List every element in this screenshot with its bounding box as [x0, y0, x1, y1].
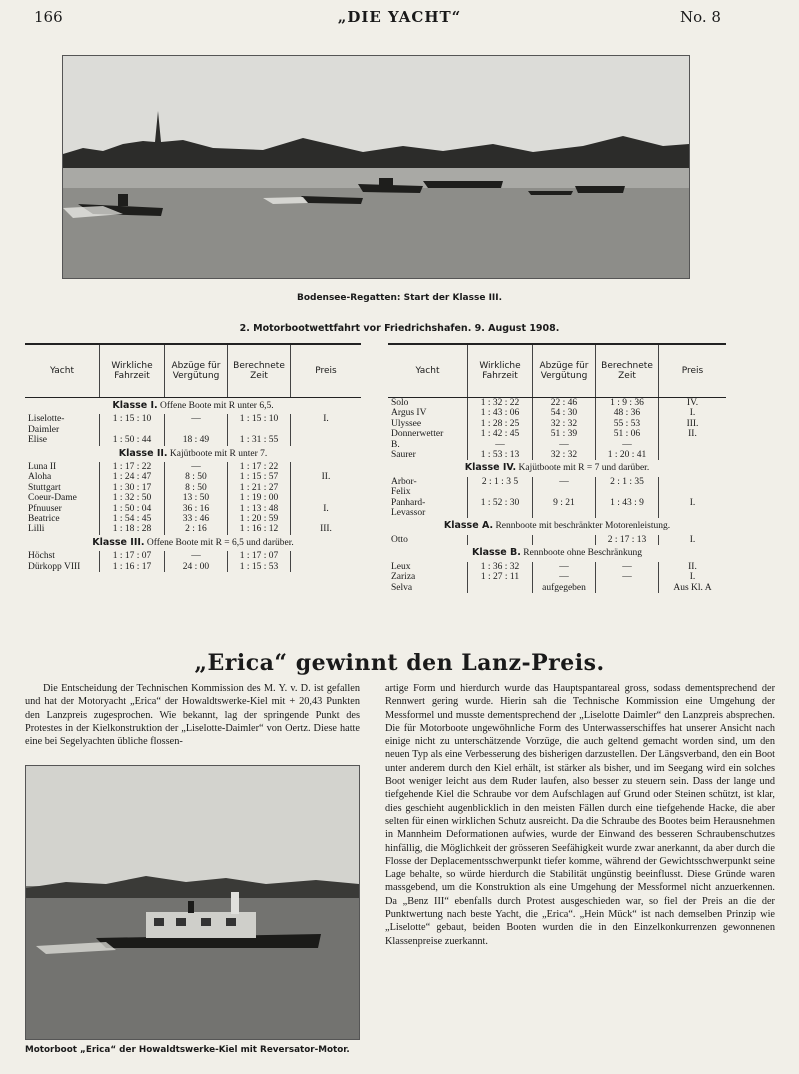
yacht-name: Ulyssee [391, 418, 422, 429]
issue-number: No. 8 [680, 8, 721, 26]
deduction: — [533, 572, 596, 582]
prize: II. [659, 562, 727, 572]
deduction: 2 : 16 [165, 524, 228, 534]
calculated-time: 1 : 43 : 9 [596, 498, 659, 508]
prize [659, 440, 727, 450]
yacht-name: Elise [28, 435, 47, 446]
result-row [388, 487, 726, 497]
calculated-time: 1 : 17 : 22 [228, 462, 291, 472]
prize: I. [659, 498, 727, 508]
actual-time: 1 : 43 : 06 [468, 408, 533, 418]
calculated-time: — [596, 572, 659, 582]
deduction: 13 : 50 [165, 493, 228, 503]
result-row [388, 429, 726, 439]
result-row [25, 493, 361, 503]
calculated-time: 48 : 36 [596, 408, 659, 418]
class-header-row [388, 460, 726, 476]
actual-time: 1 : 30 : 17 [100, 483, 165, 493]
class-description: Offene Boote mit R = 6,5 und darüber. [146, 537, 294, 548]
erica-photo [25, 765, 360, 1040]
result-row [25, 462, 361, 472]
yacht-name: Coeur-Dame [28, 493, 77, 504]
prize [291, 435, 362, 445]
result-row [388, 498, 726, 508]
article-paragraph: artige Form und hierdurch wurde das Hauptspantareal gross, sodass dementsprechend der Rennwert gering wurde. Hierin sah die Technische Kommission eine Umgehung der Messformel und musste dementsprechend der „Liselotte Daimler“ den Lanzpreis absprechen. Die für Motorboote ungewöhnliche Form des Unterwasserschiffes hat unserer Ansicht nach einige nicht zu unterschätzende Vorzüge, die auch geltend gemacht worden sind, um den neuen Typ als eine Verbesserung des bisherigen darzustellen. Der Längsverband, den ein Boot unter anderem durch den Kiel erhält, ist stärker als bisher, und im Seegang wird ein solches Boot weniger leicht aus dem Ruder laufen, also besser zu steuern sein. Dass der lange und tiefgehende Kiel die Schraube vor dem Aufschlagen auf Grund oder Steinen schützt, ist klar, dies geschieht augenblicklich in den meisten Fällen durch eine tiefgehende Hacke, die aber selten für einen wirklichen Schutz ausreicht. Da die Schraube des Bootes beim Herausnehmen in Mannheim Deformationen aufwies, wurde der Einwand des besseren Schraubenschutzes hinfällig, die Möglichkeit der grösseren Seefähigkeit wurde zwar anerkannt, da aber durch die Flosse der Deplacementsschwerpunkt tiefer komme, während der Gewichtsschwerpunkt seine Lage behalte, so würde hierdurch die Stabilität ungünstig beeinflusst. Diese Gründe waren massgebend, um die Konstruktion als eine Umgehung der Messformel nicht anzuerkennen. Da „Benz III“ ebenfalls durch Protest ausgeschieden war, so fiel der Preis an die der Punktwertung nach beste Yacht, die „Erica“. „Hein Mück“ ist nach demselben Prinzip wie „Liselotte“ gebaut, beiden Booten wurden die in den Einzelkonkurrenzen gewonnenen Klassenpreise zuerkannt. [385, 683, 775, 947]
yacht-name: Liselotte- [28, 414, 65, 425]
class-header [25, 535, 361, 551]
prize [291, 483, 362, 493]
deduction: 8 : 50 [165, 472, 228, 482]
class-description: Offene Boote mit R unter 6,5. [160, 401, 274, 411]
yacht-name: Felix [391, 487, 411, 498]
deduction: 24 : 00 [165, 562, 228, 572]
prize: III. [659, 419, 727, 429]
yacht-name: Daimler [28, 424, 60, 435]
actual-time: 1 : 50 : 44 [100, 435, 165, 445]
calculated-time [596, 487, 659, 497]
yacht-name: Beatrice [28, 514, 60, 525]
prize [659, 487, 727, 497]
result-row [388, 583, 726, 593]
deduction: 54 : 30 [533, 408, 596, 418]
calculated-time: 1 : 17 : 07 [228, 551, 291, 561]
yacht-name: Leux [391, 561, 411, 572]
yacht-name: Otto [391, 534, 408, 545]
col-header-deduction: Abzüge für Vergütung [533, 344, 596, 398]
yacht-name: Luna II [28, 462, 57, 473]
result-row [25, 524, 361, 534]
prize: I. [659, 572, 727, 582]
calculated-time: 1 : 15 : 53 [228, 562, 291, 572]
result-row [388, 440, 726, 450]
result-row [388, 508, 726, 518]
deduction: 32 : 32 [533, 450, 596, 460]
results-table-right [388, 343, 726, 593]
result-row [25, 435, 361, 445]
actual-time: 1 : 28 : 25 [468, 419, 533, 429]
yacht-name: Donnerwetter [391, 429, 444, 440]
deduction: — [533, 440, 596, 450]
prize: Aus Kl. A [659, 583, 727, 593]
deduction: 9 : 21 [533, 498, 596, 508]
yacht-name: Saurer [391, 450, 416, 461]
regatta-start-photo [62, 55, 690, 279]
class-header [25, 446, 361, 462]
journal-title: „DIE YACHT“ [337, 8, 462, 26]
prize: I. [659, 408, 727, 418]
actual-time: 1 : 15 : 10 [100, 414, 165, 424]
result-row [388, 408, 726, 418]
prize: III. [291, 524, 362, 534]
prize: I. [659, 535, 727, 545]
result-row [388, 419, 726, 429]
actual-time [468, 487, 533, 497]
prize [291, 551, 362, 561]
col-header-deduction: Abzüge für Vergütung [165, 344, 228, 398]
actual-time: 1 : 17 : 22 [100, 462, 165, 472]
yacht-name: Selva [391, 582, 413, 593]
prize: IV. [659, 398, 727, 409]
class-header [25, 398, 361, 415]
erica-illustration [26, 766, 359, 1039]
result-row [25, 514, 361, 524]
calculated-time [596, 508, 659, 518]
actual-time: 1 : 53 : 13 [468, 450, 533, 460]
col-header-time: Wirkliche Fahrzeit [100, 344, 165, 398]
col-header-prize: Preis [291, 344, 362, 398]
calculated-time: 2 : 17 : 13 [596, 535, 659, 545]
col-header-calculated: Berechnete Zeit [228, 344, 291, 398]
actual-time: 1 : 42 : 45 [468, 429, 533, 439]
actual-time [468, 583, 533, 593]
yacht-name: Pfnuuser [28, 503, 62, 514]
yacht-name: B. [391, 439, 400, 450]
prize: II. [659, 429, 727, 439]
prize: I. [291, 414, 362, 424]
actual-time: 1 : 18 : 28 [100, 524, 165, 534]
page-number: 166 [34, 8, 63, 26]
calculated-time: 1 : 20 : 59 [228, 514, 291, 524]
calculated-time: 1 : 15 : 57 [228, 472, 291, 482]
class-header-row [25, 398, 361, 415]
result-row [388, 572, 726, 582]
class-label: Klasse B. [471, 547, 521, 559]
deduction [533, 535, 596, 545]
prize [291, 425, 362, 435]
result-row [388, 398, 726, 409]
calculated-time: 1 : 16 : 12 [228, 524, 291, 534]
deduction: — [165, 414, 228, 424]
article-title: „Erica“ gewinnt den Lanz-Preis. [194, 650, 605, 676]
prize [659, 477, 727, 487]
class-label: Klasse II. [118, 447, 168, 459]
article-column-1 [25, 682, 360, 748]
col-header-calculated: Berechnete Zeit [596, 344, 659, 398]
deduction: — [533, 562, 596, 572]
class-label: Klasse A. [443, 520, 494, 532]
class-description: Rennboote mit beschränkter Motorenleistung. [495, 521, 671, 532]
regatta-start-illustration [63, 56, 689, 278]
yacht-name: Höchst [28, 551, 55, 562]
result-row [25, 551, 361, 561]
calculated-time: 2 : 1 : 35 [596, 477, 659, 487]
calculated-time: 1 : 9 : 36 [596, 398, 659, 409]
deduction: aufgegeben [533, 583, 596, 593]
result-row [25, 472, 361, 482]
class-label: Klasse III. [92, 536, 145, 548]
class-description: Rennboote ohne Beschränkung [523, 548, 643, 559]
photo2-caption: Motorboot „Erica“ der Howaldtswerke-Kiel mit Reversator-Motor. [25, 1045, 350, 1055]
deduction: 32 : 32 [533, 419, 596, 429]
actual-time: 1 : 32 : 50 [100, 493, 165, 503]
calculated-time: 1 : 19 : 00 [228, 493, 291, 503]
yacht-name: Stuttgart [28, 482, 61, 493]
actual-time: 1 : 24 : 47 [100, 472, 165, 482]
yacht-name: Aloha [28, 472, 52, 483]
results-table-left [25, 343, 361, 572]
yacht-name: Solo [391, 398, 409, 408]
calculated-time: 51 : 06 [596, 429, 659, 439]
calculated-time: 1 : 20 : 41 [596, 450, 659, 460]
calculated-time [228, 425, 291, 435]
results-heading: 2. Motorbootwettfahrt vor Friedrichshafen. 9. August 1908. [239, 323, 560, 334]
class-header-row [388, 545, 726, 561]
calculated-time: — [596, 562, 659, 572]
class-label: Klasse I. [112, 400, 158, 411]
prize [659, 450, 727, 460]
result-row [25, 504, 361, 514]
deduction [533, 508, 596, 518]
actual-time [468, 535, 533, 545]
yacht-name: Zariza [391, 572, 416, 583]
actual-time [100, 425, 165, 435]
deduction [533, 487, 596, 497]
result-row [388, 562, 726, 572]
actual-time: 1 : 16 : 17 [100, 562, 165, 572]
col-header-yacht: Yacht [25, 344, 100, 398]
yacht-name: Dürkopp VIII [28, 561, 81, 572]
actual-time [468, 508, 533, 518]
deduction: — [533, 477, 596, 487]
result-row [25, 414, 361, 424]
class-header [388, 518, 726, 534]
class-description: Kajütboote mit R = 7 und darüber. [518, 463, 650, 474]
yacht-name: Panhard- [391, 497, 426, 508]
yacht-name: Arbor- [391, 476, 417, 487]
deduction: — [165, 462, 228, 472]
deduction: 18 : 49 [165, 435, 228, 445]
deduction: 22 : 46 [533, 398, 596, 409]
result-row [388, 535, 726, 545]
prize: I. [291, 504, 362, 514]
deduction: 36 : 16 [165, 504, 228, 514]
actual-time: 2 : 1 : 3 5 [468, 477, 533, 487]
photo1-caption: Bodensee-Regatten: Start der Klasse III. [296, 293, 503, 303]
actual-time: 1 : 27 : 11 [468, 572, 533, 582]
yacht-name: Lilli [28, 524, 45, 535]
deduction: — [165, 551, 228, 561]
actual-time: 1 : 17 : 07 [100, 551, 165, 561]
yacht-name: Levassor [391, 508, 426, 519]
yacht-name: Argus IV [391, 408, 427, 419]
article-paragraph: Die Entscheidung der Technischen Kommission des M. Y. v. D. ist gefallen und hat der Motoryacht „Erica“ der Howaldtswerke-Kiel mit + 20,43 Punkten den Lanzpreis zugesprochen. Wie bekannt, lag der springende Punkt des Protestes in der Kielkonstruktion der „Liselotte-Daimler“ von Oertz. Diese hatte eine bei Segelyachten übliche flossen- [25, 683, 360, 748]
class-header [388, 545, 726, 561]
actual-time: 1 : 50 : 04 [100, 504, 165, 514]
calculated-time: — [596, 440, 659, 450]
deduction [165, 425, 228, 435]
actual-time: 1 : 36 : 32 [468, 562, 533, 572]
prize: II. [291, 472, 362, 482]
class-header-row [388, 518, 726, 534]
class-header-row [25, 446, 361, 462]
calculated-time [596, 583, 659, 593]
actual-time: — [468, 440, 533, 450]
deduction: 51 : 39 [533, 429, 596, 439]
result-row [25, 483, 361, 493]
actual-time: 1 : 32 : 22 [468, 398, 533, 409]
result-row [388, 450, 726, 460]
col-header-yacht: Yacht [388, 344, 468, 398]
col-header-prize: Preis [659, 344, 727, 398]
col-header-time: Wirkliche Fahrzeit [468, 344, 533, 398]
result-row [25, 562, 361, 572]
class-header [388, 460, 726, 476]
prize [291, 493, 362, 503]
prize [291, 462, 362, 472]
class-label: Klasse IV. [464, 462, 517, 474]
prize [291, 514, 362, 524]
deduction: 33 : 46 [165, 514, 228, 524]
calculated-time: 55 : 53 [596, 419, 659, 429]
calculated-time: 1 : 13 : 48 [228, 504, 291, 514]
article-column-2 [385, 682, 775, 948]
actual-time: 1 : 54 : 45 [100, 514, 165, 524]
result-row [388, 477, 726, 487]
class-header-row [25, 535, 361, 551]
calculated-time: 1 : 15 : 10 [228, 414, 291, 424]
deduction: 8 : 50 [165, 483, 228, 493]
prize [291, 562, 362, 572]
prize [659, 508, 727, 518]
calculated-time: 1 : 21 : 27 [228, 483, 291, 493]
class-description: Kajütboote mit R unter 7. [169, 448, 268, 459]
actual-time: 1 : 52 : 30 [468, 498, 533, 508]
calculated-time: 1 : 31 : 55 [228, 435, 291, 445]
result-row [25, 425, 361, 435]
